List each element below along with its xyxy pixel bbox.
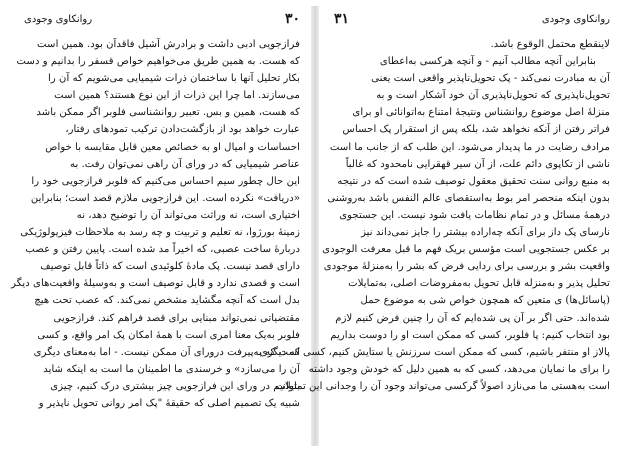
text-line: که هست، همین و بس. تعبیر روانشناسی فلوبر اگر ممکن باشد (36, 107, 300, 119)
text-line: می‌سازند. اما چرا این ذرات از این نوع هستند؟ همین است (54, 90, 300, 102)
text-line: احساسات و امیال او به خصائص معین قابل مقایسه با خواص (45, 141, 300, 153)
left-running-title: روانکاوی وجودی (24, 13, 93, 25)
text-line: آن به مبادرت نمی‌کند - پک تحویل‌ناپذیر واقعی است یعنی (371, 73, 610, 85)
text-line: مرادف رضایت در ما پدیدار می‌شود. این طلب که از جانب ما است (329, 141, 610, 153)
text-line: شده‌اند. حتی اگر بر آن پی شده‌ایم که آن را چنین فرض کنیم لازم (335, 312, 610, 324)
text-line: را برای ما نمایان می‌دهد، کسی که به همین دلیل که خودش وجود داشته (308, 363, 610, 375)
text-line: دربارهٔ ساخت عصبی، که اخیراً مد شده است. پایین رفتن و عصب (25, 244, 300, 256)
right-running-title: روانکاوی وجودی (541, 13, 610, 25)
text-line: درهمهٔ مسائل و در تمام نظامات یافت شود نیست. این جستجوی (339, 209, 610, 221)
text-line: که هست. به همین طریق می‌خواهیم خواص قسفر را بدانیم و دست (16, 56, 300, 68)
text-line: «دریافت» نکرده است. این فرازجویی ملازم قصد است؛ بنابراین (30, 192, 300, 204)
text-line: بدل است که آنچه مگشاید مشخص نمی‌کند. که عصب تحت هیچ (34, 295, 300, 307)
text-line: بر عکس جستجویی است مؤسس بریک فهم ما قبل معرفت الوجودی (322, 244, 610, 256)
text-line: بود انتخاب کنیم: پا فلوبر، کسی که ممکن است او را دوست بداریم (330, 329, 610, 341)
left-page-number: ۳۰ (284, 11, 300, 27)
text-line: بدون اینکه منحصر امر بوط به‌استقصای عالم النفس باشد به‌روشنی (327, 192, 610, 204)
text-line: اختیاری است، نه وراثت می‌تواند آن را توضیح دهد، نه (76, 209, 300, 221)
text-line: است که به‌پیرفت درورای آن ممکن نیست. - اما به‌معنای دیگری (33, 346, 300, 358)
text-line: تحلیل پذیر و به‌منزله قابل تحویل به‌مفروضات اصلی، به‌تمایلات (348, 278, 610, 290)
text-line: (پاسائل‌ها) ی متعین که همچون خواص شی به موضوع حمل (360, 295, 610, 307)
text-line: بکار تحلیل آنها با ساختمان ذرات شیمیایی می‌شویم که آن را (48, 73, 300, 85)
left-body-text (11, 36, 300, 448)
text-line: فرازجویی ادبی داشت و برادرش آشیل فاقدآن بود. همین است (37, 39, 300, 50)
text-line: است و قصدی ندارد و قابل توصیف است و به‌وسیلهٔ واقعیت‌های دیگر (11, 278, 300, 290)
text-line: عناصر شیمیایی که در ورای آن راهی نمی‌توان رفت. به (70, 158, 300, 170)
text-line: ناشی از تکاپوی دائم علت، از آن سیر قهقرایی نامحدود که غالباً (345, 158, 610, 170)
text-line: فراتر رفتن از آنکه نخواهد شد، بلکه پس از استقرار پک احساس (342, 124, 610, 136)
right-body-text (259, 36, 610, 448)
text-line: فلوبر به‌یک معنا امری است با همهٔ امکان پک امر واقع، و کسی (37, 329, 300, 341)
left-page-header (24, 8, 300, 30)
text-line: این حال چطور سیم احساس می‌کنیم که فلوبر فرازجویی خود را (31, 175, 300, 187)
text-line: واقعیت بشر و بررسی برای ردایی فرض که بشر را به‌منزلهٔ موجودی (323, 261, 610, 273)
text-line: تحویل‌ناپذیری که تحویل‌ناپذیری آن خود آشکار است و به (376, 90, 610, 102)
text-line: لاینقطع محتمل الوقوع باشد. (490, 39, 610, 50)
text-line: شبیه یک تصمیم اصلی که حقیقهٔ "پک امر روانی تحویل ناپذیر و (38, 397, 300, 409)
text-line: نارسای پک داز برای آنکه چه‌اراده بیشتر را جایز نمی‌داند نیز (361, 227, 610, 239)
text-line: دارای قصد نیست. پک مادهٔ کلوئیدی است که ذاتاً قابل توصیف (40, 261, 300, 273)
right-page-header (334, 8, 610, 30)
text-line: است به‌هستی ما می‌نازد اصولاً گرکسی می‌تواند وجود آن را وجدانی این تمایلات (275, 380, 610, 392)
text-line: عبارت خواهد بود از بازگشت‌دادن ترکیب تمودهای رفتار، (65, 124, 300, 136)
text-line: بتوانیم در ورای این فرازجویی چیز بیشتری درک کنیم، چیزی (50, 380, 300, 392)
text-line: مقتضیاتی نمی‌تواند مبنایی برای قصد فراهم کند. فرازجویی (53, 312, 300, 324)
text-line: زمینهٔ بورژوا، نه تعلیم و تربیت و چه رسد به ملاحظات فیزیولوژیکی (20, 227, 300, 239)
text-line: منزلهٔ اصل موضوع روانشناس ونتیجهٔ امتناع به‌اتوانائی او برای (352, 107, 610, 119)
left-page (12, 0, 312, 450)
text-line: پالاز او منتفر باشیم، کسی که ممکن است سرزنش یا ستایش کنیم، کسی که دیگری (259, 346, 610, 358)
text-line: آن را می‌سازد» و خرسندی ما اطمینان ما است به اینکه شاید (43, 363, 300, 375)
right-page-number: ۳۱ (334, 11, 350, 27)
text-line: بنابراین آنچه مطالب آنیم - و آنچه هرکسی به‌اعطای (379, 56, 596, 68)
text-line: به منبع روانی سنت تحقیق معقول توصیف شده است که در نتیجه (337, 175, 610, 187)
